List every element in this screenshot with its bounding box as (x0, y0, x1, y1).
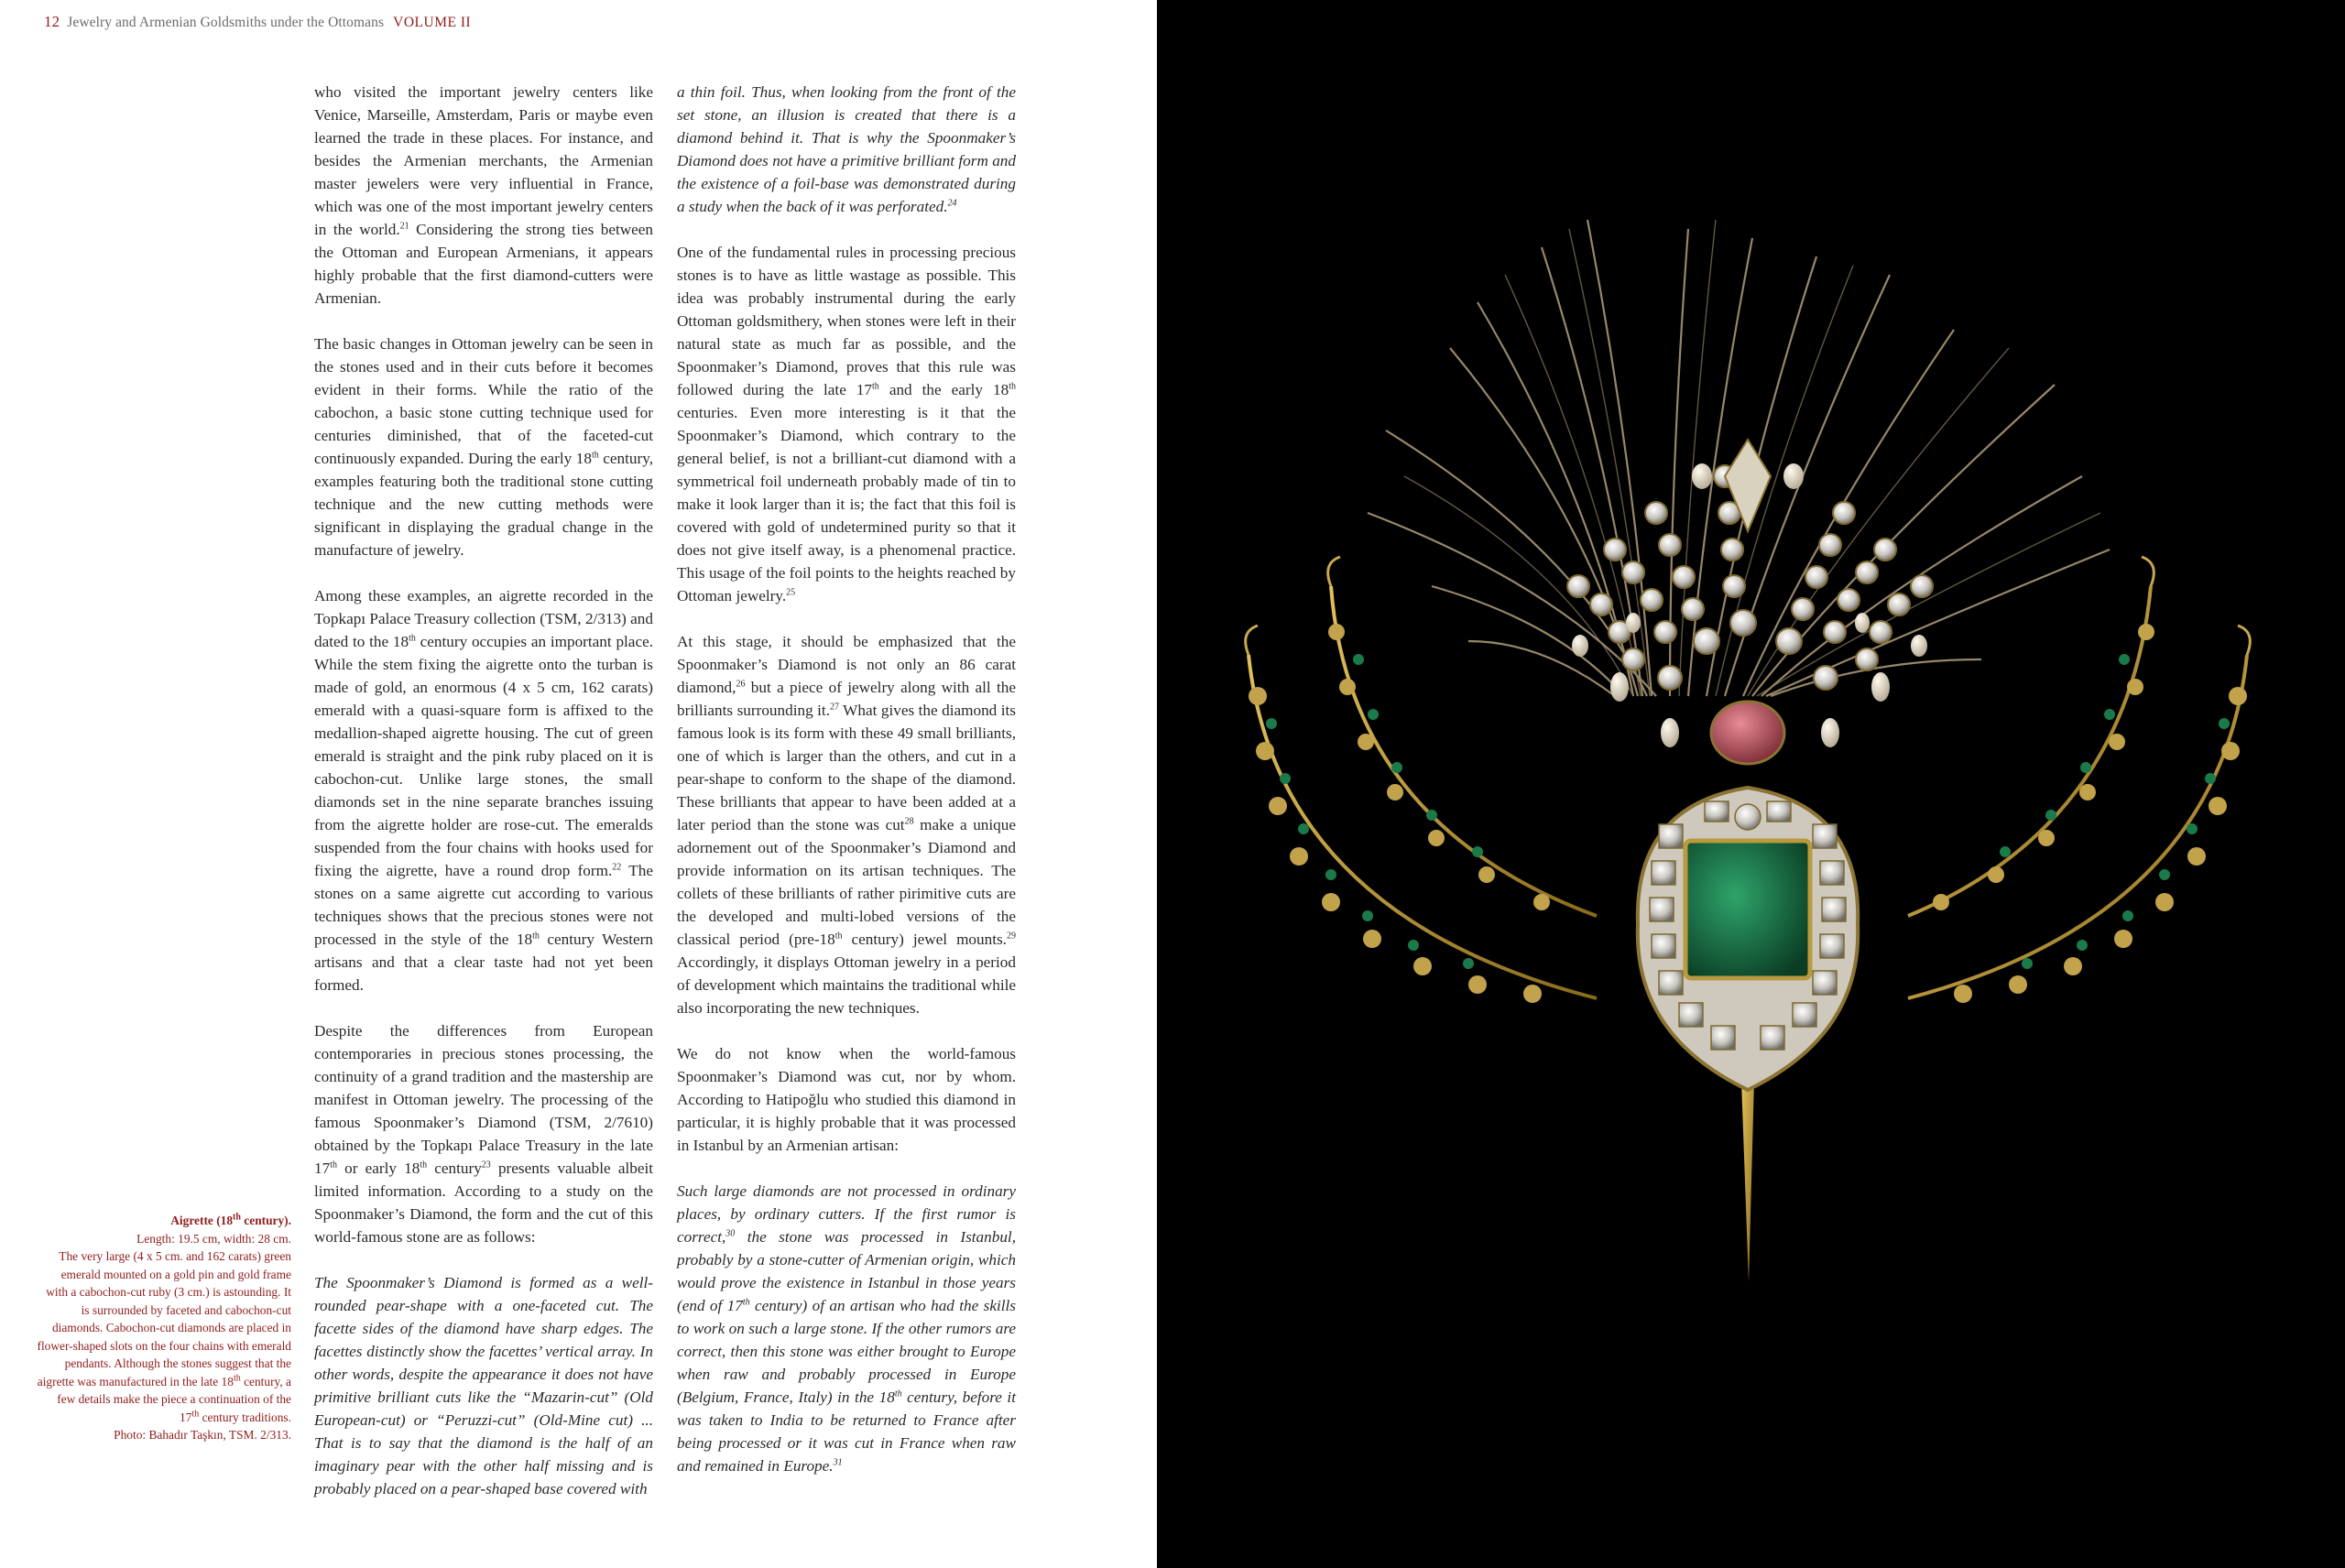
volume-label: VOLUME II (393, 15, 472, 30)
right-page-photo (1157, 0, 2345, 1568)
photo-caption (37, 1212, 291, 1444)
caption-description: The very large (4 x 5 cm. and 162 carats) green emerald mounted on a gold pin and gold frame with a cabochon-cut ruby (3 cm.) is astounding. It is surrounded by faceted and cabochon-cut diamonds. Cabochon-cut diamonds are placed in flower-shaped slots on the four chains with emerald pendants. Although the stones suggest that the aigrette was manufactured in the late 18th century, a few details make the piece a continuation of the 17th century traditions. (37, 1249, 291, 1424)
caption-title: Aigrette (18th century). (170, 1212, 291, 1227)
quote-paragraph: The Spoonmaker’s Diamond is formed as a well-rounded pear-shape with a one-faceted cut. The facette sides of the diamond have sharp edges. The facettes distinctly show the facettes’ vertical array. In other words, despite the appearance it does not have primitive brilliant cuts like the “Mazarin-cut” (Old European-cut) or “Peruzzi-cut” (Old-Mine cut) ... That is to say that the diamond is the half of an imaginary pear with the other half missing and is probably placed on a pear-shaped base covered with (314, 1274, 653, 1497)
text-column-2 (677, 81, 1016, 1500)
page-number: 12 (44, 13, 60, 30)
medallion-housing (1638, 788, 1858, 1090)
emerald-stone (1685, 841, 1810, 978)
paragraph: At this stage, it should be emphasized that the Spoonmaker’s Diamond is not only an 86 carat diamond,$^{26}$ but a piece of jewelry along with all the brilliants surrounding it.$^{27}$ What gives the diamond its famous look is its form with these 49 small brilliants, one of which is larger than the others, and cut in a pear-shape to conform to the shape of the diamond. These brilliants that appear to have been added at a later period than the stone was cut$^{28}$ make a unique adornement out of the Spoonmaker’s Diamond and provide information on its artisan techniques. The collets of these brilliants of rather pirimitive cuts are the developed and multi-lobed versions of the classical period (pre-18th century) jewel mounts.$^{29}$ Accordingly, it displays Ottoman jewelry in a period of development which maintains the traditional while also incorporating the new techniques. (677, 633, 1016, 1017)
caption-dimensions: Length: 19.5 cm, width: 28 cm. (136, 1231, 291, 1246)
quote-paragraph: Such large diamonds are not processed in ordinary places, by ordinary cutters. If the first rumor is correct,$^{30}$ the stone was processed in Istanbul, probably by a stone-cutter of Armenian origin, which would prove the existence in Istanbul in those years (end of 17th century) of an artisan who had the skills to work on such a large stone. If the other rumors are correct, then this stone was either brought to Europe when raw and probably processed in Europe (Belgium, France, Italy) in the 18th century, before it was taken to India to be returned to France after being processed or it was cut in France when raw and remained in Europe.$^{31}$ (677, 1182, 1016, 1475)
running-header (44, 13, 471, 31)
book-title: Jewelry and Armenian Goldsmiths under the Ottomans (67, 15, 385, 30)
paragraph: Among these examples, an aigrette recorded in the Topkapı Palace Treasury collection (TSM, 2/313) and dated to the 18th century occupies an important place. While the stem fixing the aigrette onto the turban is made of gold, an enormous (4 x 5 cm, 162 carats) emerald with a quasi-square form is affixed to the medallion-shaped aigrette housing. The cut of green emerald is straight and the pink ruby placed on it is cabochon-cut. Unlike large stones, the small diamonds set in the nine separate branches issuing from the aigrette holder are rose-cut. The emeralds suspended from the four chains with hooks used for fixing the aigrette, have a round drop form.$^{22}$ The stones on a same aigrette cut according to various techniques shows that the precious stones were not processed in the style of the 18th century Western artisans and that a clear taste had not yet been formed. (314, 587, 653, 994)
text-column-1 (314, 81, 653, 1523)
paragraph: Despite the differences from European contemporaries in precious stones processing, the continuity of a grand tradition and the mastership are manifest in Ottoman jewelry. The processing of the famous Spoonmaker’s Diamond (TSM, 2/7610) obtained by the Topkapı Palace Treasury in the late 17th or early 18th century$^{23}$ presents valuable albeit limited information. According to a study on the Spoonmaker’s Diamond, the form and the cut of this world-famous stone are as follows: (314, 1022, 653, 1246)
paragraph: We do not know when the world-famous Spoonmaker’s Diamond was cut, nor by whom. According to Hatipoğlu who studied this diamond in particular, it is highly probable that it was processed in Istanbul by an Armenian artisan: (677, 1045, 1016, 1154)
paragraph: who visited the important jewelry centers like Venice, Marseille, Amsterdam, Paris or maybe even learned the trade in these places. For instance, and besides the Armenian merchants, the Armenian master jewelers were very influential in France, which was one of the most important jewelry centers in the world.$^{21}$ Considering the strong ties between the Ottoman and European Armenians, it appears highly probable that the first diamond-cutters were Armenian. (314, 83, 653, 307)
caption-credit: Photo: Bahadır Taşkın, TSM. 2/313. (114, 1428, 291, 1442)
paragraph: One of the fundamental rules in processing precious stones is to have as little wastage as possible. This idea was probably instrumental during the early Ottoman goldsmithery, when stones were left in their natural state as much far as possible, and the Spoonmaker’s Diamond, proves that this rule was followed during the late 17th and the early 18th centuries. Even more interesting is it that the Spoonmaker’s Diamond, which contrary to the general belief, is not a brilliant-cut diamond with a symmetrical foil underneath probably made of tin to make it look larger than it is; the fact that this foil is covered with gold of undetermined purity so that it does not give itself away, is a phenomenal practice. This usage of the foil points to the heights reached by Ottoman jewelry.$^{25}$ (677, 244, 1016, 604)
left-page (0, 0, 1157, 1568)
ruby-cabochon (1711, 702, 1784, 764)
quote-paragraph: a thin foil. Thus, when looking from the front of the set stone, an illusion is created that there is a diamond behind it. That is why the Spoonmaker’s Diamond does not have a primitive brilliant form and the existence of a foil-base was demonstrated during a study when the back of it was perforated.$^{24}$ (677, 83, 1016, 215)
paragraph: The basic changes in Ottoman jewelry can be seen in the stones used and in their cuts before it becomes evident in their forms. While the ratio of the cabochon, a basic stone cutting technique used for centuries diminished, that of the faceted-cut continuously expanded. During the early 18th century, examples featuring both the traditional stone cutting technique and the new cutting methods were significant in displaying the gradual change in the manufacture of jewelry. (314, 335, 654, 559)
aigrette-photo (1157, 0, 2345, 1568)
gold-pin (1741, 1081, 1754, 1282)
